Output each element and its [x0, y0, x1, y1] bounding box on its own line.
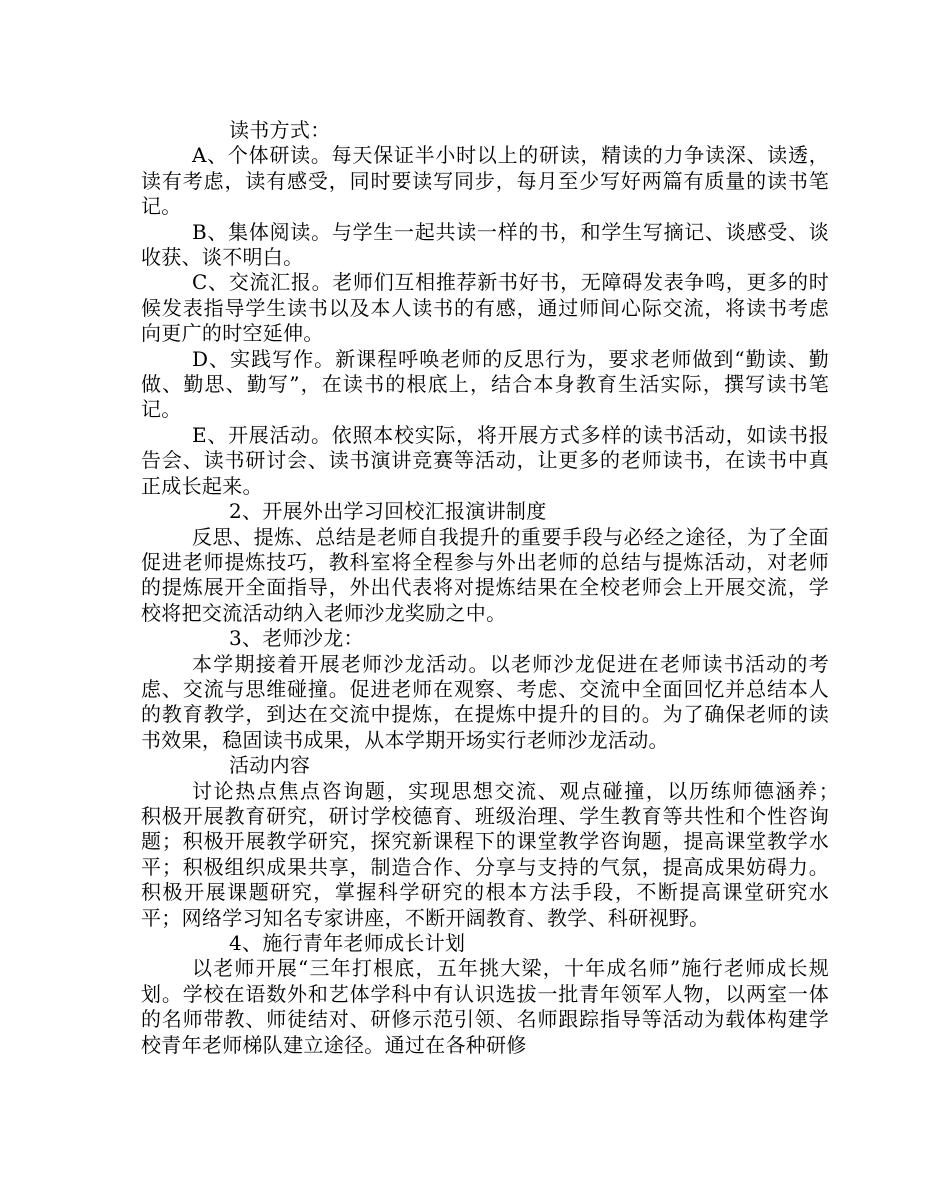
section-4-paragraph: 以老师开展“三年打根底，五年挑大梁，十年成名师”施行老师成长规划。学校在语数外和艺体学科中有认识选拔一批青年领军人物，以两室一体的名师带教、师徒结对、研修示范引领、名师跟踪指导等活动为载体构建学校青年老师梯队建立途径。通过在各种研修 [141, 956, 829, 1057]
activity-content-heading: 活动内容 [229, 753, 311, 778]
method-a-paragraph: A、个体研读。每天保证半小时以上的研读，精读的力争读深、读透，读有考虑，读有感受，同时要读写同步，每月至少写好两篇有质量的读书笔记。 [141, 143, 829, 219]
section-2-paragraph: 反思、提炼、总结是老师自我提升的重要手段与必经之途径，为了全面促进老师提炼技巧，教科室将全程参与外出老师的总结与提炼活动，对老师的提炼展开全面指导，外出代表将对提炼结果在全校老师会上开展交流，学校将把交流活动纳入老师沙龙奖励之中。 [141, 524, 829, 625]
method-c-paragraph: C、交流汇报。老师们互相推荐新书好书，无障碍发表争鸣，更多的时候发表指导学生读书以及本人读书的有感，通过师间心际交流，将读书考虑向更广的时空延伸。 [141, 270, 829, 346]
section-3-paragraph: 本学期接着开展老师沙龙活动。以老师沙龙促进在老师读书活动的考虑、交流与思维碰撞。促进老师在观察、考虑、交流中全面回忆并总结本人的教育教学，到达在交流中提炼，在提炼中提升的目的。为了确保老师的读书效果，稳固读书成果，从本学期开场实行老师沙龙活动。 [141, 651, 829, 752]
section-4-heading: 4、施行青年老师成长计划 [229, 931, 466, 955]
activity-content-paragraph: 讨论热点焦点咨询题，实现思想交流、观点碰撞，以历练师德涵养； 积极开展教育研究，研讨学校德育、班级治理、学生教育等共性和个性咨询题；积极开展教学研究，探究新课程下的课堂教学咨询题，提高课堂教学水平；积极组织成果共享，制造合作、分享与支持的气氛，提高成果妨碍力。积极开展课题研究，掌握科学研究的根本方法手段，不断提高课堂研究水平；网络学习知名专家讲座，不断开阔教育、教学、科研视野。 [141, 778, 870, 930]
section-2-heading: 2、开展外出学习回校汇报演讲制度 [229, 499, 547, 524]
method-b-paragraph: B、集体阅读。与学生一起共读一样的书，和学生写摘记、谈感受、谈收获、谈不明白。 [141, 219, 829, 270]
section-3-heading: 3、老师沙龙： [229, 626, 364, 651]
method-d-paragraph: D、实践写作。新课程呼唤老师的反思行为，要求老师做到“勤读、勤做、勤思、勤写”，在读书的根底上，结合本身教育生活实际，撰写读书笔记。 [141, 346, 829, 422]
document-body [141, 118, 870, 1058]
reading-methods-heading: 读书方式： [229, 118, 331, 142]
method-e-paragraph: E、开展活动。依照本校实际，将开展方式多样的读书活动，如读书报告会、读书研讨会、读书演讲竞赛等活动，让更多的老师读书，在读书中真正成长起来。 [141, 422, 829, 498]
